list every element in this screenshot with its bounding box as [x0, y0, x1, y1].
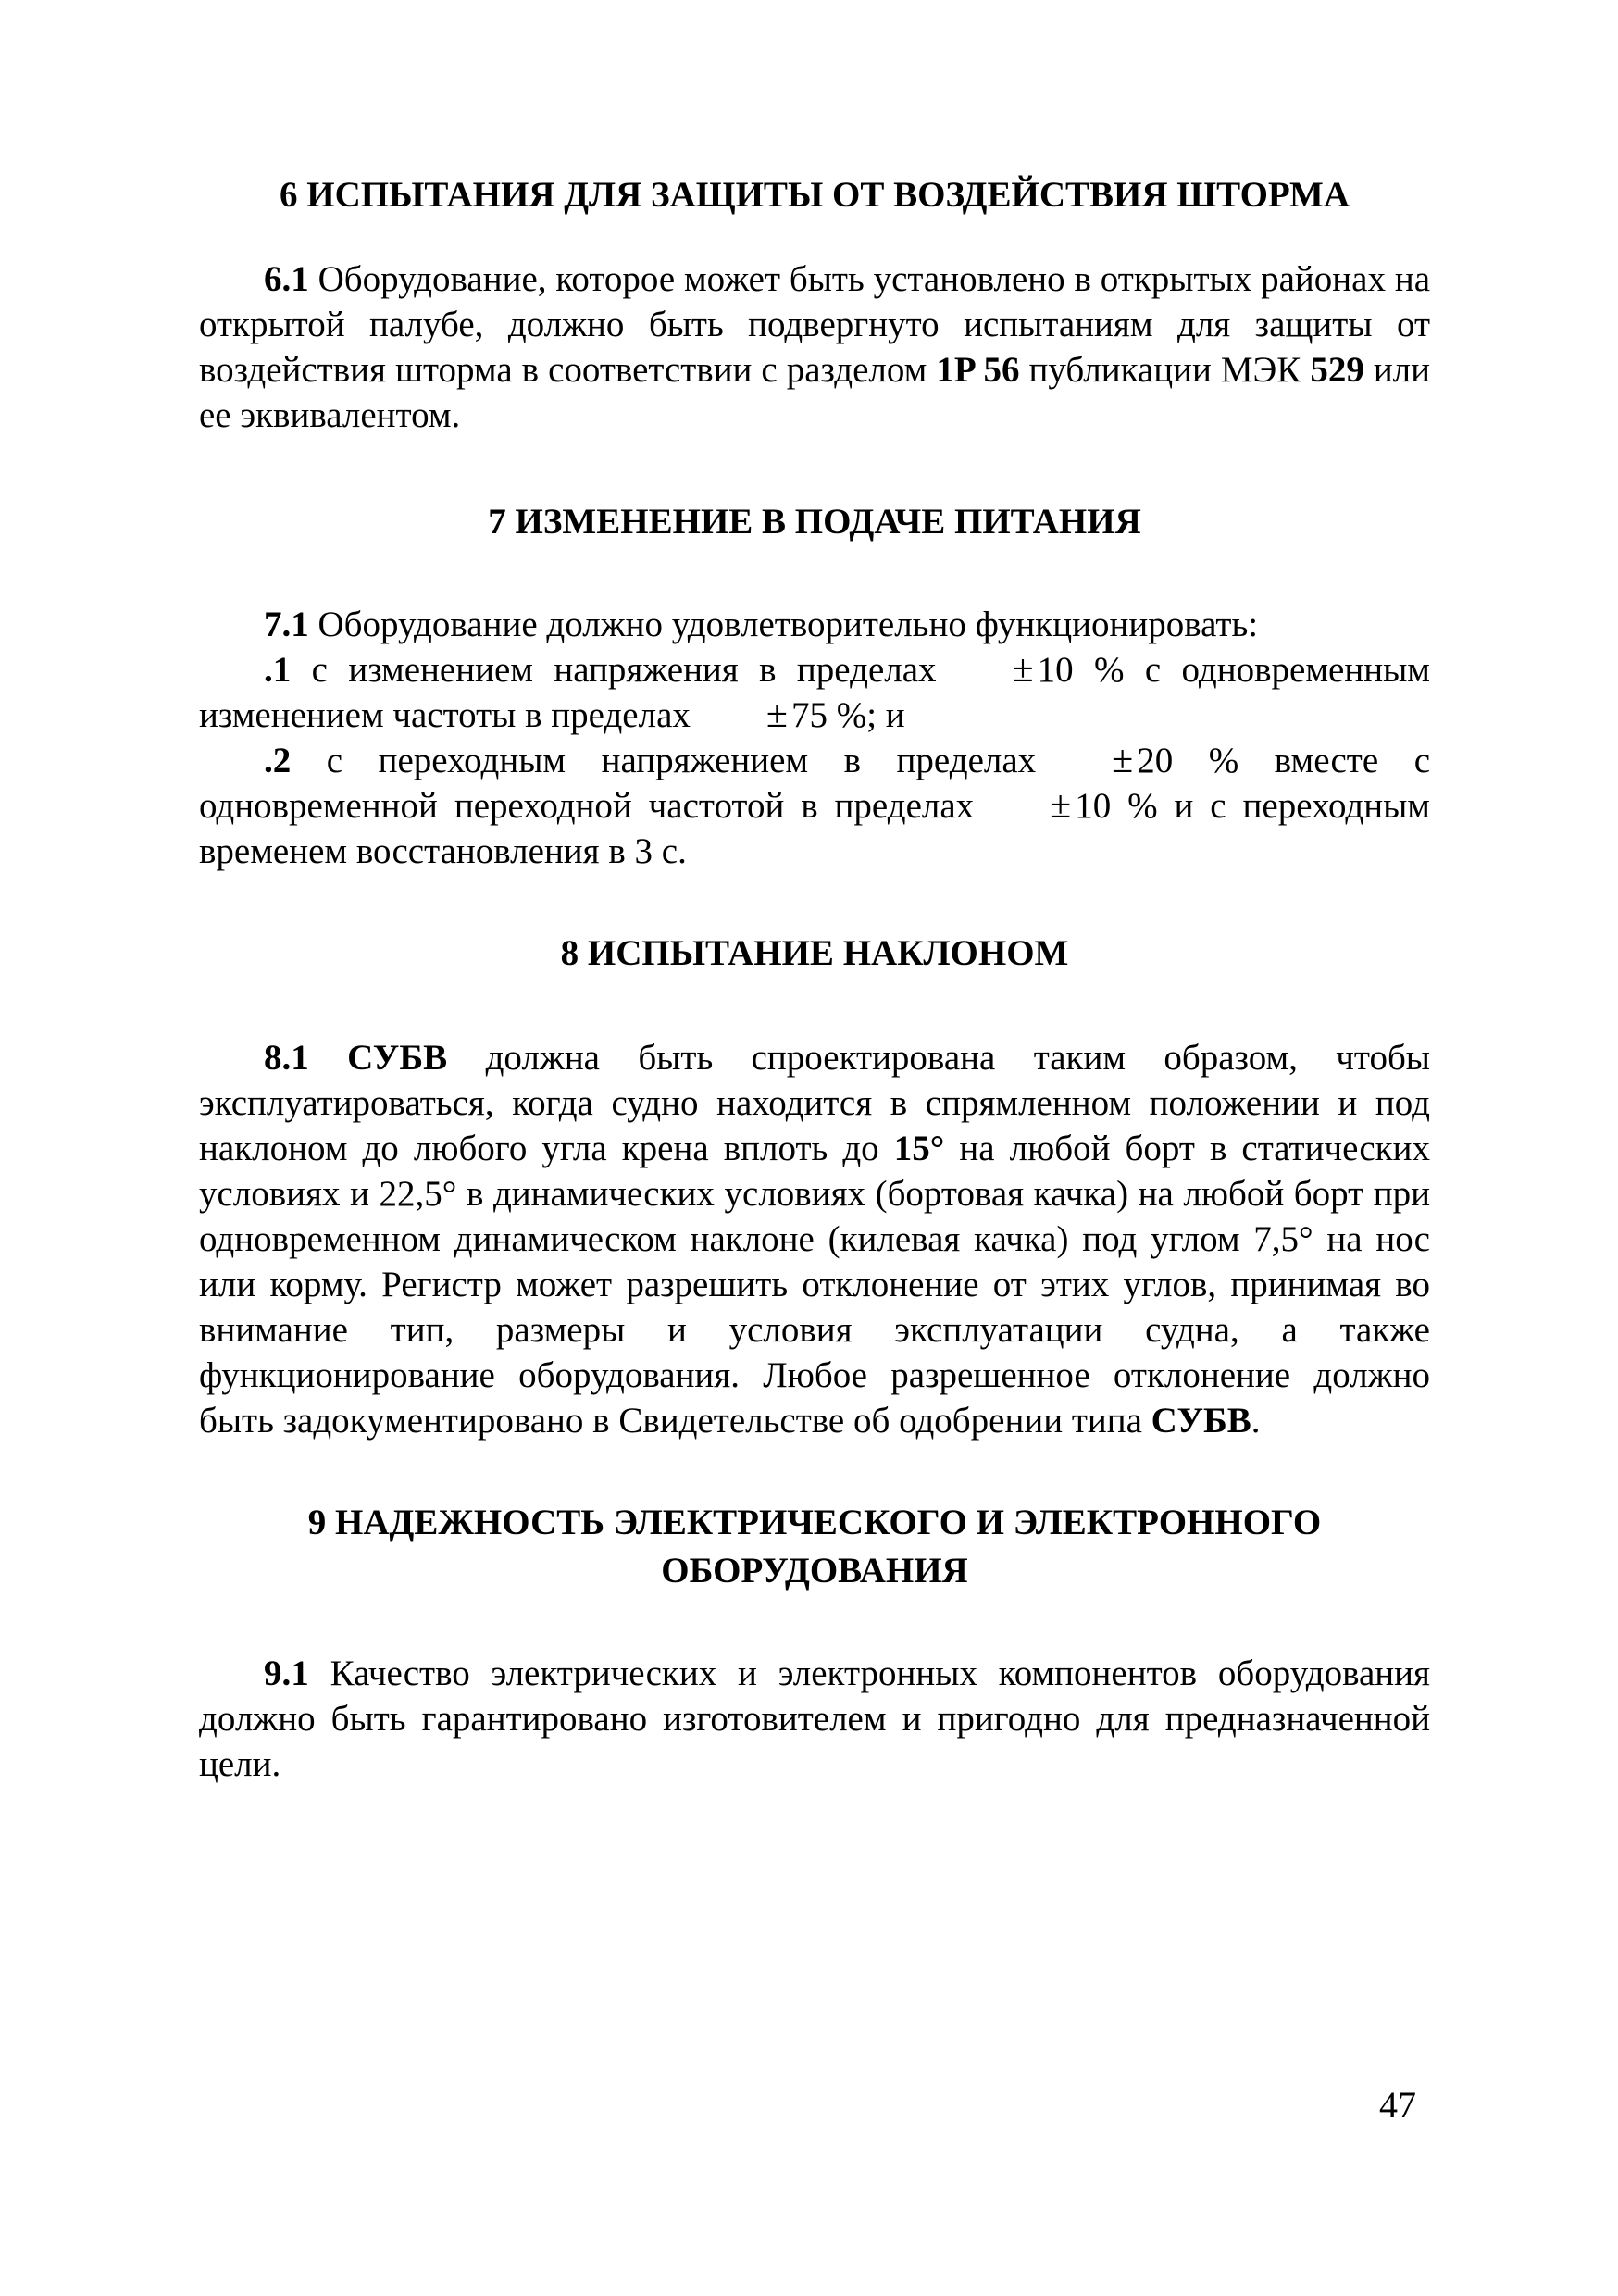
- item-text: вместе с одновременной переходной частотой в пределах: [199, 741, 1430, 826]
- item-text: с одновременным изменением частоты в пределах: [199, 650, 1430, 735]
- item-text: и с переходным временем восстановления в 3 с.: [199, 786, 1430, 871]
- tolerance-value: 10 %: [1037, 650, 1125, 690]
- paragraph-number: 8.1: [264, 1038, 309, 1078]
- angle-value: 15°: [893, 1129, 945, 1168]
- paragraph-text: Оборудование, которое может быть установлено в открытых районах на открытой палубе, должно быть подвергнуто испытаниям для защиты от воздействия шторма в соответствии с разделом: [199, 259, 1430, 390]
- standard-ref: 1P 56: [936, 350, 1020, 390]
- tolerance-value: 10 %: [1075, 786, 1158, 826]
- publication-ref: 529: [1310, 350, 1364, 390]
- tolerance-value: 20 %: [1137, 741, 1239, 780]
- paragraph-6-1: [199, 256, 1430, 438]
- heading-line-2: ОБОРУДОВАНИЯ: [661, 1551, 968, 1591]
- plus-minus-symbol: ±: [1112, 739, 1134, 781]
- paragraph-text: Качество электрических и электронных компонентов оборудования должно быть гарантировано изготовителем и пригодно для предназначенной цели.: [199, 1653, 1430, 1784]
- tolerance-value: 75 %; и: [790, 695, 905, 735]
- plus-minus-symbol: ±: [765, 693, 788, 736]
- plus-minus-symbol: ±: [1012, 648, 1034, 691]
- paragraph-text: публикации МЭК: [1019, 350, 1311, 390]
- item-text: с изменением напряжения в пределах: [291, 650, 937, 690]
- section-6-heading: 6 ИСПЫТАНИЯ ДЛЯ ЗАЩИТЫ ОТ ВОЗДЕЙСТВИЯ ШТОРМА: [280, 175, 1350, 215]
- paragraph-text: Оборудование должно удовлетворительно функционировать:: [308, 605, 1259, 644]
- section-9-heading: [199, 1499, 1430, 1595]
- item-number: .2: [264, 741, 292, 780]
- paragraph-9-1: [199, 1651, 1430, 1787]
- section-7-heading: 7 ИЗМЕНЕНИЕ В ПОДАЧЕ ПИТАНИЯ: [488, 502, 1141, 542]
- paragraph-text: на любой борт в статических условиях и 22,5° в динамических условиях (бортовая качка) на любой борт при одновременном динамическом наклоне (килевая качка) под углом 7,5° на нос или корму. Регистр может разрешить отклонение от этих углов, принимая во внимание тип, размеры и условия эксплуатации судна, а также функционирование оборудования. Любое разрешенное отклонение должно быть задокументировано в Свидетельстве об одобрении типа: [199, 1129, 1430, 1441]
- paragraph-number: 6.1: [264, 259, 309, 299]
- list-item-1: [199, 647, 1430, 738]
- abbreviation: СУБВ: [347, 1038, 448, 1078]
- item-text: с переходным напряжением в пределах: [291, 741, 1037, 780]
- document-page: [199, 171, 1430, 1787]
- paragraph-text: должна быть спроектирована таким образом, чтобы эксплуатироваться, когда судно находится в спрямленном положении и под наклоном до любого угла крена вплоть до: [199, 1038, 1430, 1168]
- section-8-heading: 8 ИСПЫТАНИЕ НАКЛОНОМ: [560, 933, 1069, 973]
- page-number: 47: [1379, 2084, 1416, 2126]
- item-number: .1: [264, 650, 292, 690]
- paragraph-text: .: [1251, 1401, 1261, 1441]
- paragraph-8-1: [199, 1035, 1430, 1443]
- paragraph-number: 7.1: [264, 605, 309, 644]
- heading-line-1: 9 НАДЕЖНОСТЬ ЭЛЕКТРИЧЕСКОГО И ЭЛЕКТРОННОГО: [307, 1503, 1322, 1542]
- plus-minus-symbol: ±: [1050, 784, 1072, 827]
- paragraph-7-1: [199, 602, 1430, 647]
- abbreviation: СУБВ: [1151, 1401, 1251, 1441]
- paragraph-text: или ее эквивалентом.: [199, 350, 1431, 435]
- paragraph-number: 9.1: [264, 1653, 309, 1693]
- list-item-2: [199, 738, 1430, 874]
